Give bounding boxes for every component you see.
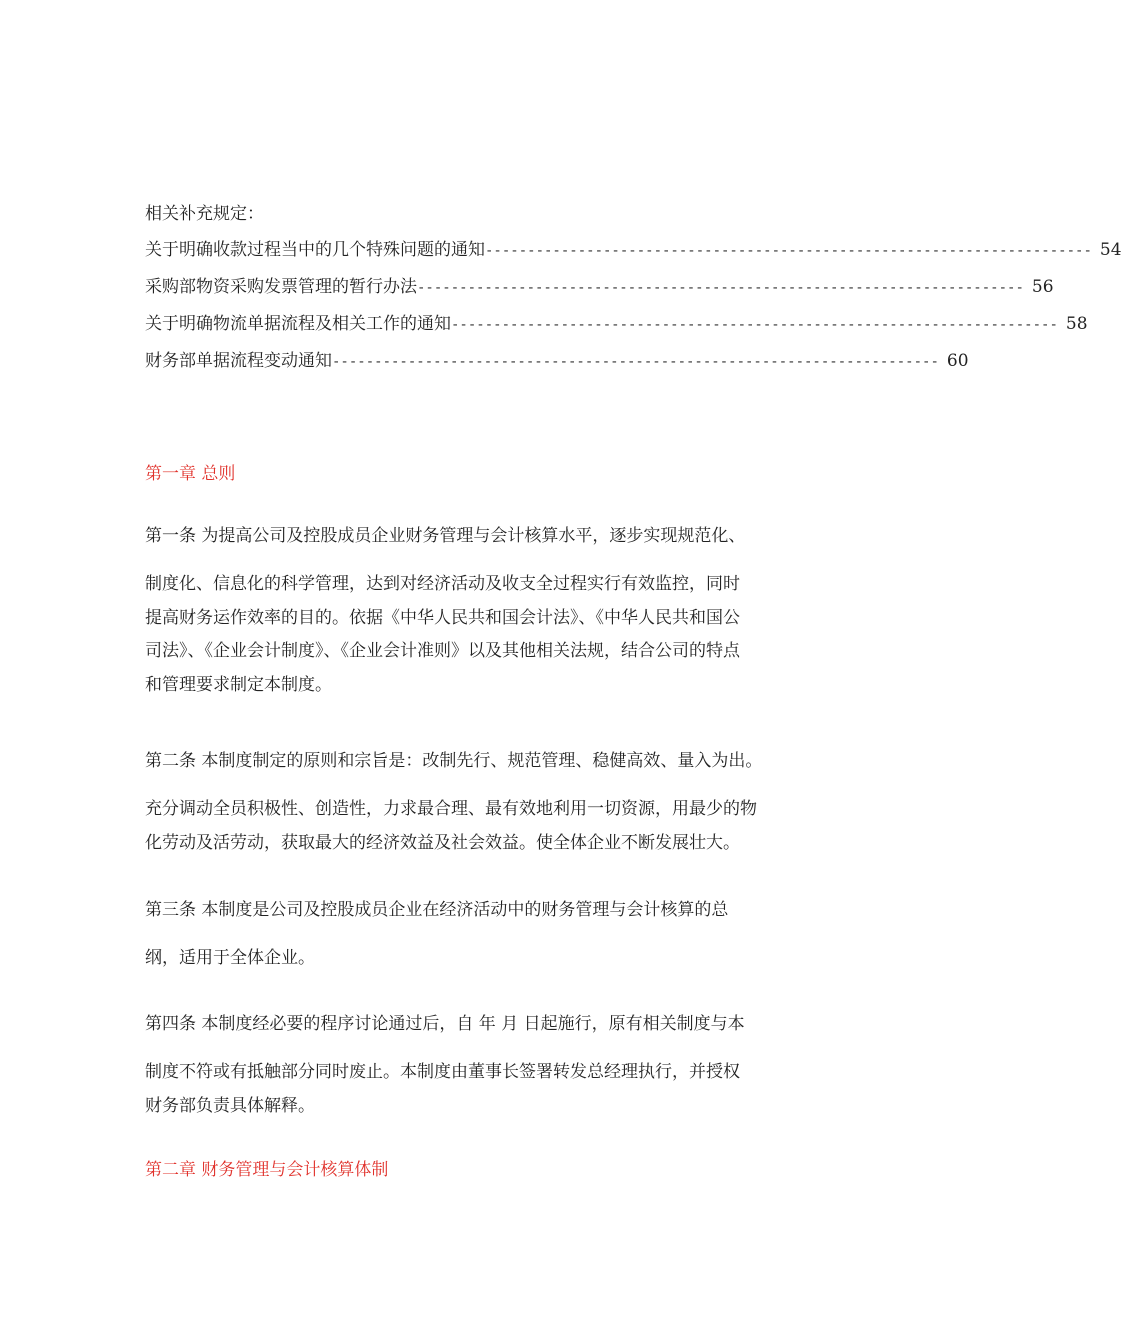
article-line: 财务部负责具体解释。	[145, 1096, 315, 1116]
article-line: 第二条 本制度制定的原则和宗旨是：改制先行、规范管理、稳健高效、量入为出。	[145, 751, 763, 771]
chapter-1-heading: 第一章 总则	[145, 464, 236, 484]
toc-entry-title: 关于明确物流单据流程及相关工作的通知	[145, 314, 451, 334]
article-2	[145, 746, 815, 858]
article-4	[145, 1009, 815, 1121]
table-of-contents	[145, 232, 1122, 380]
article-3	[145, 895, 815, 973]
article-line: 第一条 为提高公司及控股成员企业财务管理与会计核算水平，逐步实现规范化、	[145, 526, 746, 546]
article-1	[145, 521, 815, 700]
toc-page-number: 58	[1065, 314, 1088, 334]
toc-leader: ------------------------------------------------------------------------	[417, 280, 1024, 296]
chapter-2-heading: 第二章 财务管理与会计核算体制	[145, 1160, 389, 1180]
article-line: 充分调动全员积极性、创造性，力求最合理、最有效地利用一切资源，用最少的物	[145, 799, 757, 819]
article-line: 第三条 本制度是公司及控股成员企业在经济活动中的财务管理与会计核算的总	[145, 900, 729, 920]
toc-entry[interactable]	[145, 232, 1122, 269]
toc-leader: ------------------------------------------------------------------------	[485, 243, 1092, 259]
article-line: 司法》、《企业会计制度》、《企业会计准则》以及其他相关法规，结合公司的特点	[145, 641, 740, 661]
toc-entry-title: 采购部物资采购发票管理的暂行办法	[145, 277, 417, 297]
toc-entry-title: 财务部单据流程变动通知	[145, 351, 332, 371]
article-line: 制度不符或有抵触部分同时废止。本制度由董事长签署转发总经理执行，并授权	[145, 1062, 740, 1082]
article-line: 制度化、信息化的科学管理，达到对经济活动及收支全过程实行有效监控，同时	[145, 574, 740, 594]
article-line: 化劳动及活劳动，获取最大的经济效益及社会效益。使全体企业不断发展壮大。	[145, 833, 740, 853]
supplementary-rules-heading: 相关补充规定：	[145, 204, 264, 224]
toc-leader: ------------------------------------------------------------------------	[451, 317, 1058, 333]
toc-page-number: 56	[1031, 277, 1054, 297]
toc-entry[interactable]	[145, 306, 1088, 343]
article-line: 纲，适用于全体企业。	[145, 948, 315, 968]
toc-entry[interactable]	[145, 343, 969, 380]
article-line: 第四条 本制度经必要的程序讨论通过后，自 年 月 日起施行，原有相关制度与本	[145, 1014, 745, 1034]
article-line: 提高财务运作效率的目的。依据《中华人民共和国会计法》、《中华人民共和国公	[145, 608, 740, 628]
toc-page-number: 60	[946, 351, 969, 371]
toc-entry-title: 关于明确收款过程当中的几个特殊问题的通知	[145, 240, 485, 260]
toc-page-number: 54	[1099, 240, 1122, 260]
article-line: 和管理要求制定本制度。	[145, 675, 332, 695]
toc-entry[interactable]	[145, 269, 1054, 306]
toc-leader: ------------------------------------------------------------------------	[332, 354, 939, 370]
